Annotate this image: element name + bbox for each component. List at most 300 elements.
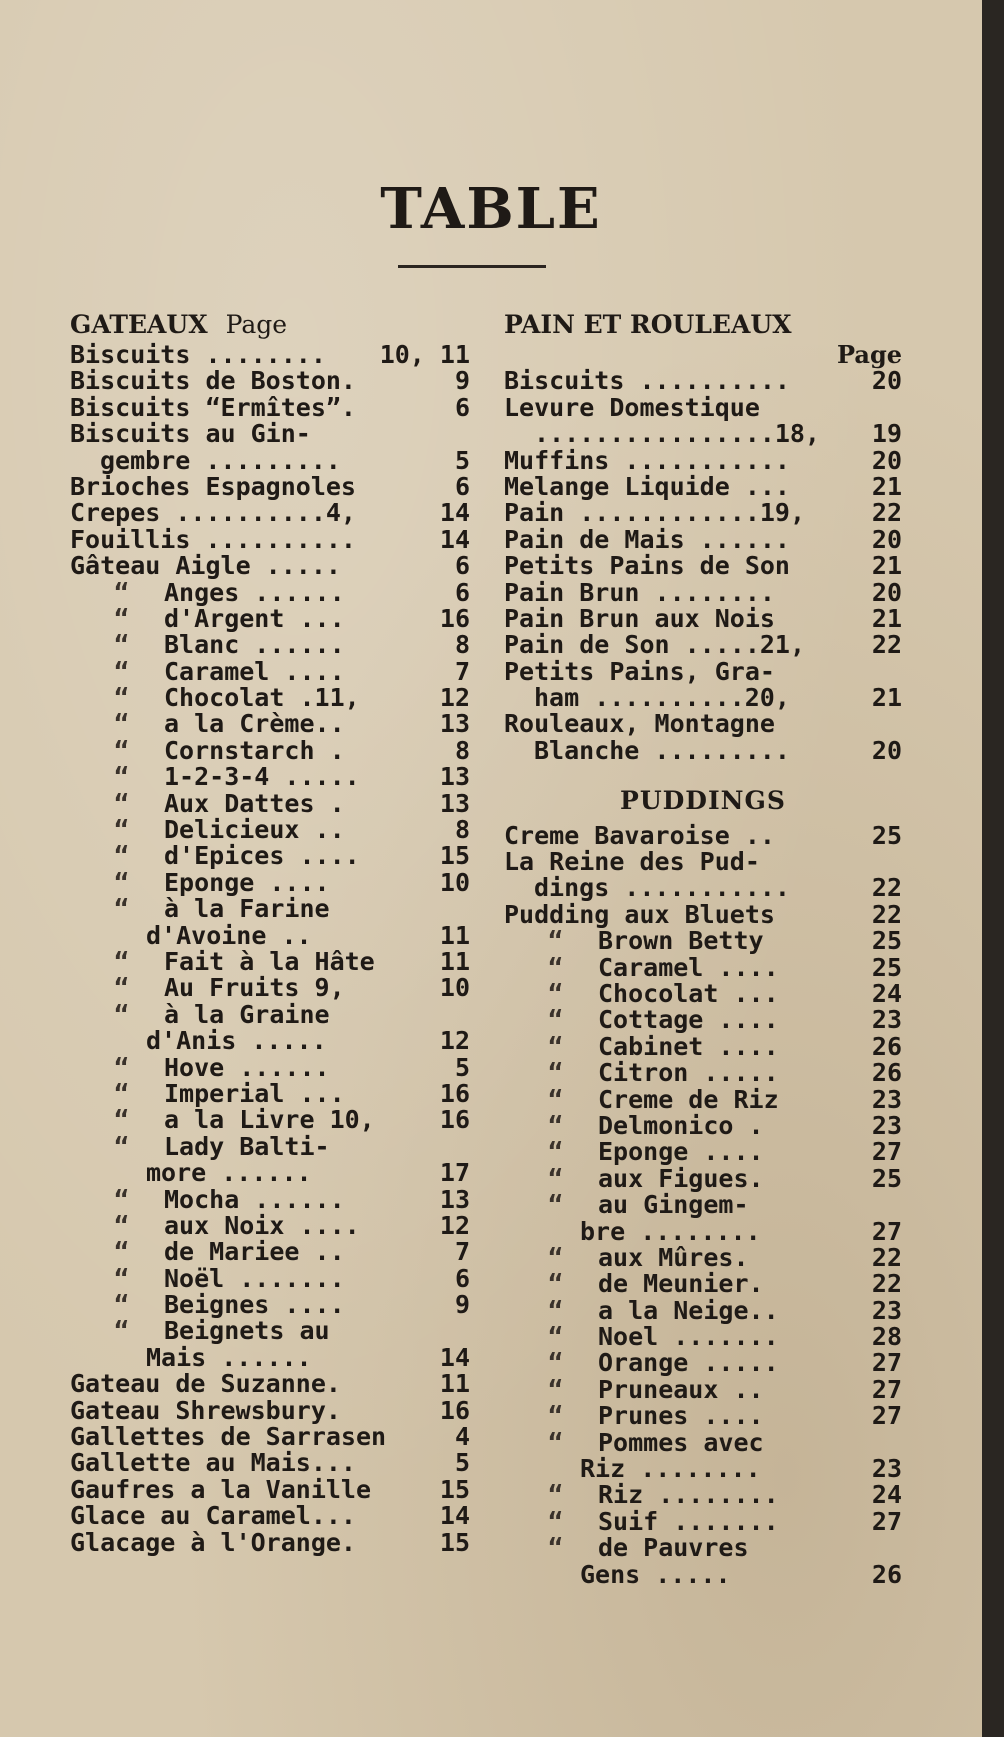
entry-page-number: 27 <box>871 1348 902 1378</box>
index-entry <box>504 1535 902 1561</box>
entry-text: bre ........ <box>580 1218 761 1245</box>
entry-text: Glace au Caramel... <box>70 1503 356 1530</box>
index-entry <box>70 1263 470 1293</box>
ditto-mark: “ <box>548 1086 564 1113</box>
entry-text: Petits Pains, Gra- <box>504 658 775 686</box>
entry-text: Noel ....... <box>598 1324 779 1351</box>
index-entry <box>504 928 902 954</box>
entry-label <box>70 685 434 711</box>
entry-label <box>70 1530 434 1556</box>
entry-text: à la Graine <box>164 1001 330 1029</box>
index-entry <box>504 1295 902 1325</box>
entry-label <box>70 791 434 817</box>
ditto-mark: “ <box>548 1297 564 1325</box>
entry-page-number: 16 <box>439 1395 470 1425</box>
entry-page-number: 20 <box>871 577 902 607</box>
entry-label <box>70 738 449 764</box>
section-header-puddings: PUDDINGS <box>620 786 786 816</box>
index-entry <box>70 1210 470 1240</box>
entry-label <box>504 368 866 394</box>
entry-text: Caramel .... <box>164 658 345 686</box>
right-column <box>504 312 902 1588</box>
index-entry <box>504 1110 902 1140</box>
entry-page-number: 14 <box>439 1501 470 1531</box>
ditto-mark: “ <box>548 1403 564 1430</box>
entry-label <box>70 1002 464 1028</box>
entry-page-number: 11 <box>439 1369 470 1399</box>
entry-text: Pruneaux .. <box>598 1376 764 1404</box>
entry-text: Blanc ...... <box>164 632 345 659</box>
index-entry <box>70 1318 470 1344</box>
index-entry <box>504 899 902 929</box>
index-entry <box>70 1424 470 1450</box>
entry-page-number: 27 <box>871 1506 902 1536</box>
index-entry <box>70 1028 470 1054</box>
entry-label <box>504 1219 866 1245</box>
index-entry <box>504 1060 902 1086</box>
entry-page-number: 21 <box>871 551 902 581</box>
ditto-mark: “ <box>114 685 130 712</box>
entry-page-number: 10 <box>439 973 470 1003</box>
entry-label <box>70 1292 449 1318</box>
entry-text: Beignes .... <box>164 1292 345 1319</box>
entry-text: Chocolat .11, <box>164 685 360 712</box>
entry-page-number: 14 <box>439 524 470 554</box>
ditto-mark: “ <box>548 1324 564 1351</box>
entry-page-number: 6 <box>454 577 470 607</box>
index-entry <box>504 1163 902 1193</box>
index-entry <box>70 553 470 579</box>
entry-text: Brown Betty <box>598 928 764 955</box>
entry-page-number: 7 <box>454 1237 470 1267</box>
entry-label <box>504 1482 866 1508</box>
index-entry <box>504 1139 902 1165</box>
ditto-mark: “ <box>548 1350 564 1377</box>
entry-text: Aux Dattes . <box>164 790 345 818</box>
page-column-label: Page <box>836 340 902 369</box>
index-entry <box>70 1134 470 1160</box>
entry-page-number: 6 <box>454 1263 470 1293</box>
ditto-mark: “ <box>114 1265 130 1293</box>
entry-label <box>70 1266 449 1292</box>
entry-page-number: 27 <box>871 1137 902 1167</box>
entry-label <box>504 981 866 1007</box>
entry-page-number: 22 <box>871 630 902 660</box>
entry-label <box>70 553 449 579</box>
ditto-mark: “ <box>548 1508 564 1536</box>
index-entry <box>70 1371 470 1397</box>
entry-page-number: 25 <box>871 926 902 956</box>
title-rule <box>398 265 546 268</box>
index-entry <box>504 577 902 607</box>
entry-text: Anges ...... <box>164 579 345 606</box>
entry-page-number: 8 <box>454 630 470 660</box>
ditto-mark: “ <box>548 954 564 982</box>
index-entry <box>70 1503 470 1529</box>
index-entry <box>504 368 902 394</box>
ditto-mark: “ <box>114 790 130 818</box>
entry-text: Blanche ......... <box>534 737 790 765</box>
entry-text: Gens ..... <box>580 1561 731 1589</box>
gateaux-list <box>70 342 470 1556</box>
entry-text: Rouleaux, Montagne <box>504 711 775 738</box>
entry-text: a la Livre 10, <box>164 1107 375 1134</box>
index-entry <box>70 368 470 394</box>
entry-page-number: 11 <box>439 920 470 950</box>
entry-text: Pommes avec <box>598 1429 764 1457</box>
entry-text: Cabinet .... <box>598 1033 779 1061</box>
index-entry <box>504 1559 902 1589</box>
section-header-gateaux <box>70 312 470 342</box>
entry-page-number: 7 <box>454 656 470 686</box>
ditto-mark: “ <box>114 817 130 844</box>
page-column-label: Page <box>225 310 288 339</box>
entry-label <box>504 1456 866 1482</box>
entry-text: Muffins ........... <box>504 447 790 474</box>
entry-text: Cornstarch . <box>164 737 345 765</box>
entry-text: Biscuits de Boston. <box>70 368 356 395</box>
entry-label <box>504 738 866 764</box>
entry-text: La Reine des Pud- <box>504 849 760 876</box>
index-entry <box>504 1374 902 1404</box>
index-entry <box>504 1084 902 1114</box>
entry-page-number: 24 <box>871 1480 902 1510</box>
index-entry <box>70 735 470 765</box>
index-entry <box>70 817 470 843</box>
entry-label <box>504 685 866 711</box>
ditto-mark: “ <box>114 711 130 738</box>
index-entry <box>70 711 470 737</box>
entry-label <box>504 474 866 500</box>
index-entry <box>70 500 470 526</box>
entry-label <box>504 606 866 632</box>
entry-label <box>70 1450 449 1476</box>
entry-text: Biscuits “Ermîtes”. <box>70 394 356 422</box>
entry-page-number: 25 <box>871 952 902 982</box>
entry-page-number: 21 <box>871 603 902 633</box>
ditto-mark: “ <box>114 579 130 606</box>
entry-label <box>504 1245 866 1271</box>
entry-text: Gallette au Mais... <box>70 1450 356 1477</box>
entry-page-number: 9 <box>454 1290 470 1320</box>
entry-label <box>504 1060 866 1086</box>
entry-text: aux Figues. <box>598 1165 764 1193</box>
entry-page-number: 22 <box>871 498 902 528</box>
entry-page-number: 6 <box>454 471 470 501</box>
entry-label <box>504 448 866 474</box>
entry-text: Melange Liquide ... <box>504 473 790 501</box>
entry-label <box>70 1239 449 1265</box>
ditto-mark: “ <box>548 1429 564 1457</box>
pain-list <box>504 368 902 764</box>
entry-label <box>70 1503 434 1529</box>
entry-text: Pain Brun ........ <box>504 579 775 606</box>
entry-text: dings ........... <box>534 875 790 902</box>
entry-label <box>504 928 866 954</box>
index-entry <box>504 685 902 711</box>
index-entry <box>504 603 902 633</box>
index-entry <box>504 421 902 447</box>
entry-page-number: 20 <box>871 524 902 554</box>
entry-text: Chocolat ... <box>598 981 779 1008</box>
entry-text: Pain Brun aux Nois <box>504 605 775 633</box>
entry-page-number: 27 <box>871 1374 902 1404</box>
entry-text: a la Neige.. <box>598 1297 779 1325</box>
entry-label <box>504 421 866 447</box>
index-entry <box>504 820 902 850</box>
index-entry <box>504 1192 902 1218</box>
index-entry <box>504 1031 902 1061</box>
index-entry <box>504 735 902 765</box>
ditto-mark: “ <box>114 1133 130 1161</box>
entry-page-number: 17 <box>439 1158 470 1188</box>
entry-label <box>70 949 434 975</box>
entry-page-number: 4 <box>454 1422 470 1452</box>
entry-label <box>504 632 866 658</box>
entry-label <box>70 843 434 869</box>
section-header-pain: PAIN ET ROULEAUX <box>504 310 792 339</box>
entry-label <box>504 875 866 901</box>
ditto-mark: “ <box>548 1139 564 1166</box>
entry-label <box>70 1107 434 1133</box>
page-title: TABLE <box>380 176 602 242</box>
entry-label <box>70 1134 464 1160</box>
entry-text: au Gingem- <box>598 1192 749 1219</box>
ditto-mark: “ <box>114 1239 130 1266</box>
entry-label <box>504 1403 866 1429</box>
ditto-mark: “ <box>114 632 130 659</box>
entry-page-number: 12 <box>439 683 470 713</box>
entry-page-number: 15 <box>439 1474 470 1504</box>
entry-page-number: 16 <box>439 603 470 633</box>
entry-label <box>70 975 434 1001</box>
entry-label <box>70 1477 434 1503</box>
entry-page-number: 15 <box>439 1527 470 1557</box>
entry-page-number: 22 <box>871 1242 902 1272</box>
index-entry <box>70 1107 470 1133</box>
ditto-mark: “ <box>548 1165 564 1193</box>
entry-label <box>70 1081 434 1107</box>
entry-page-number: 11 <box>439 946 470 976</box>
ditto-mark: “ <box>548 1376 564 1404</box>
entry-page-number: 12 <box>439 1026 470 1056</box>
entry-label <box>504 1350 866 1376</box>
entry-page-number: 23 <box>871 1084 902 1114</box>
entry-page-number: 26 <box>871 1031 902 1061</box>
entry-label <box>70 1398 434 1424</box>
entry-page-number: 13 <box>439 788 470 818</box>
index-entry <box>70 896 470 922</box>
entry-label <box>504 1087 866 1113</box>
entry-text: Hove ...... <box>164 1054 330 1081</box>
ditto-mark: “ <box>548 1192 564 1219</box>
entry-page-number: 25 <box>871 820 902 850</box>
entry-label <box>504 1034 866 1060</box>
index-entry <box>504 1216 902 1246</box>
ditto-mark: “ <box>114 896 130 923</box>
entry-page-number: 26 <box>871 1559 902 1589</box>
entry-page-number: 16 <box>439 1105 470 1135</box>
index-entry <box>504 659 902 685</box>
entry-page-number: 10 <box>439 867 470 897</box>
entry-page-number: 23 <box>871 1005 902 1035</box>
index-entry <box>504 849 902 875</box>
index-entry <box>504 395 902 421</box>
entry-text: Pain de Mais ...... <box>504 526 790 554</box>
entry-text: a la Crème.. <box>164 711 345 738</box>
entry-page-number: 23 <box>871 1110 902 1140</box>
entry-text: Mais ...... <box>146 1344 312 1372</box>
index-entry <box>504 632 902 658</box>
entry-text: aux Mûres. <box>598 1244 749 1272</box>
entry-text: ................18, <box>534 421 820 448</box>
entry-label <box>70 1345 434 1371</box>
entry-page-number: 15 <box>439 841 470 871</box>
index-entry <box>70 392 470 422</box>
ditto-mark: “ <box>114 1212 130 1240</box>
entry-label <box>70 500 434 526</box>
entry-page-number: 23 <box>871 1295 902 1325</box>
index-entry <box>70 1395 470 1425</box>
entry-label <box>504 902 866 928</box>
index-entry <box>70 975 470 1001</box>
ditto-mark: “ <box>114 1186 130 1213</box>
entry-label <box>504 1139 866 1165</box>
entry-label <box>504 1377 866 1403</box>
entry-text: ham ..........20, <box>534 685 790 712</box>
section-title: GATEAUX <box>70 310 208 339</box>
entry-label <box>504 527 866 553</box>
entry-text: Brioches Espagnoles <box>70 473 356 501</box>
entry-page-number: 10, 11 <box>379 340 470 369</box>
entry-page-number: 23 <box>871 1454 902 1484</box>
entry-page-number: 6 <box>454 392 470 422</box>
entry-text: de Pauvres <box>598 1535 749 1562</box>
entry-label <box>504 1271 866 1297</box>
index-entry <box>504 1506 902 1536</box>
entry-label <box>70 632 449 658</box>
ditto-mark: “ <box>114 605 130 633</box>
entry-page-number: 12 <box>439 1210 470 1240</box>
entry-page-number: 5 <box>454 1052 470 1082</box>
ditto-mark: “ <box>114 1001 130 1029</box>
ditto-mark: “ <box>548 981 564 1008</box>
entry-page-number: 16 <box>439 1078 470 1108</box>
entry-page-number: 22 <box>871 899 902 929</box>
index-entry <box>504 1482 902 1508</box>
index-entry <box>70 524 470 554</box>
entry-text: gembre ......... <box>100 447 341 474</box>
entry-page-number: 26 <box>871 1058 902 1088</box>
entry-label <box>504 500 866 526</box>
index-entry <box>504 1456 902 1482</box>
entry-text: de Meunier. <box>598 1271 764 1298</box>
index-entry <box>70 1184 470 1214</box>
entry-page-number: 5 <box>454 1448 470 1478</box>
ditto-mark: “ <box>114 948 130 976</box>
entry-page-number: 20 <box>871 366 902 396</box>
entry-text: Levure Domestique <box>504 394 760 422</box>
entry-label <box>70 606 434 632</box>
ditto-mark: “ <box>114 1292 130 1319</box>
ditto-mark: “ <box>114 737 130 765</box>
index-entry <box>504 952 902 982</box>
entry-text: Riz ........ <box>580 1456 761 1483</box>
index-entry <box>70 1002 470 1028</box>
entry-page-number: 21 <box>871 683 902 713</box>
entry-text: Delmonico . <box>598 1112 764 1140</box>
ditto-mark: “ <box>114 869 130 897</box>
index-entry <box>504 711 902 737</box>
entry-page-number: 25 <box>871 1163 902 1193</box>
entry-text: 1-2-3-4 ..... <box>164 764 360 791</box>
ditto-mark: “ <box>114 658 130 686</box>
entry-text: Crepes ..........4, <box>70 500 356 527</box>
entry-text: Pain de Son .....21, <box>504 632 806 659</box>
index-entry <box>70 843 470 869</box>
entry-page-number: 6 <box>454 551 470 581</box>
ditto-mark: “ <box>548 1482 564 1509</box>
ditto-mark: “ <box>548 1535 564 1562</box>
entry-page-number: 13 <box>439 1184 470 1214</box>
entry-text: d'Epices .... <box>164 843 360 870</box>
entry-text: Creme Bavaroise .. <box>504 822 775 850</box>
entry-text: Orange ..... <box>598 1350 779 1377</box>
index-entry <box>504 445 902 475</box>
ditto-mark: “ <box>548 1271 564 1298</box>
entry-label <box>70 1371 434 1397</box>
entry-text: aux Noix .... <box>164 1212 360 1240</box>
index-entry <box>70 1160 470 1186</box>
entry-label <box>504 1113 866 1139</box>
entry-label <box>70 474 449 500</box>
entry-label <box>70 1424 449 1450</box>
entry-text: Gateau Shrewsbury. <box>70 1397 341 1425</box>
index-entry <box>504 553 902 579</box>
ditto-mark: “ <box>114 843 130 870</box>
index-entry <box>70 632 470 658</box>
entry-page-number: 13 <box>439 709 470 739</box>
index-entry <box>504 1430 902 1456</box>
entry-text: Gateau de Suzanne. <box>70 1371 341 1398</box>
ditto-mark: “ <box>114 975 130 1002</box>
entry-label <box>70 448 449 474</box>
entry-label <box>70 1213 434 1239</box>
index-entry <box>504 1324 902 1350</box>
entry-label <box>504 1324 866 1350</box>
entry-label <box>70 817 449 843</box>
entry-text: Lady Balti- <box>164 1133 330 1161</box>
entry-text: Beignets au <box>164 1318 330 1345</box>
entry-label <box>504 580 866 606</box>
entry-text: Biscuits ........ <box>70 342 326 369</box>
index-entry <box>504 981 902 1007</box>
entry-label <box>70 368 449 394</box>
index-entry <box>70 656 470 686</box>
entry-text: Au Fruits 9, <box>164 975 345 1002</box>
ditto-mark: “ <box>548 1244 564 1272</box>
entry-label <box>70 764 434 790</box>
index-entry <box>70 867 470 897</box>
entry-page-number: 8 <box>454 735 470 765</box>
ditto-mark: “ <box>114 1318 130 1345</box>
index-entry <box>504 1007 902 1033</box>
entry-text: d'Anis ..... <box>146 1028 327 1055</box>
entry-label <box>504 823 866 849</box>
index-entry <box>504 1403 902 1429</box>
entry-page-number: 8 <box>454 815 470 845</box>
entry-label <box>70 395 449 421</box>
